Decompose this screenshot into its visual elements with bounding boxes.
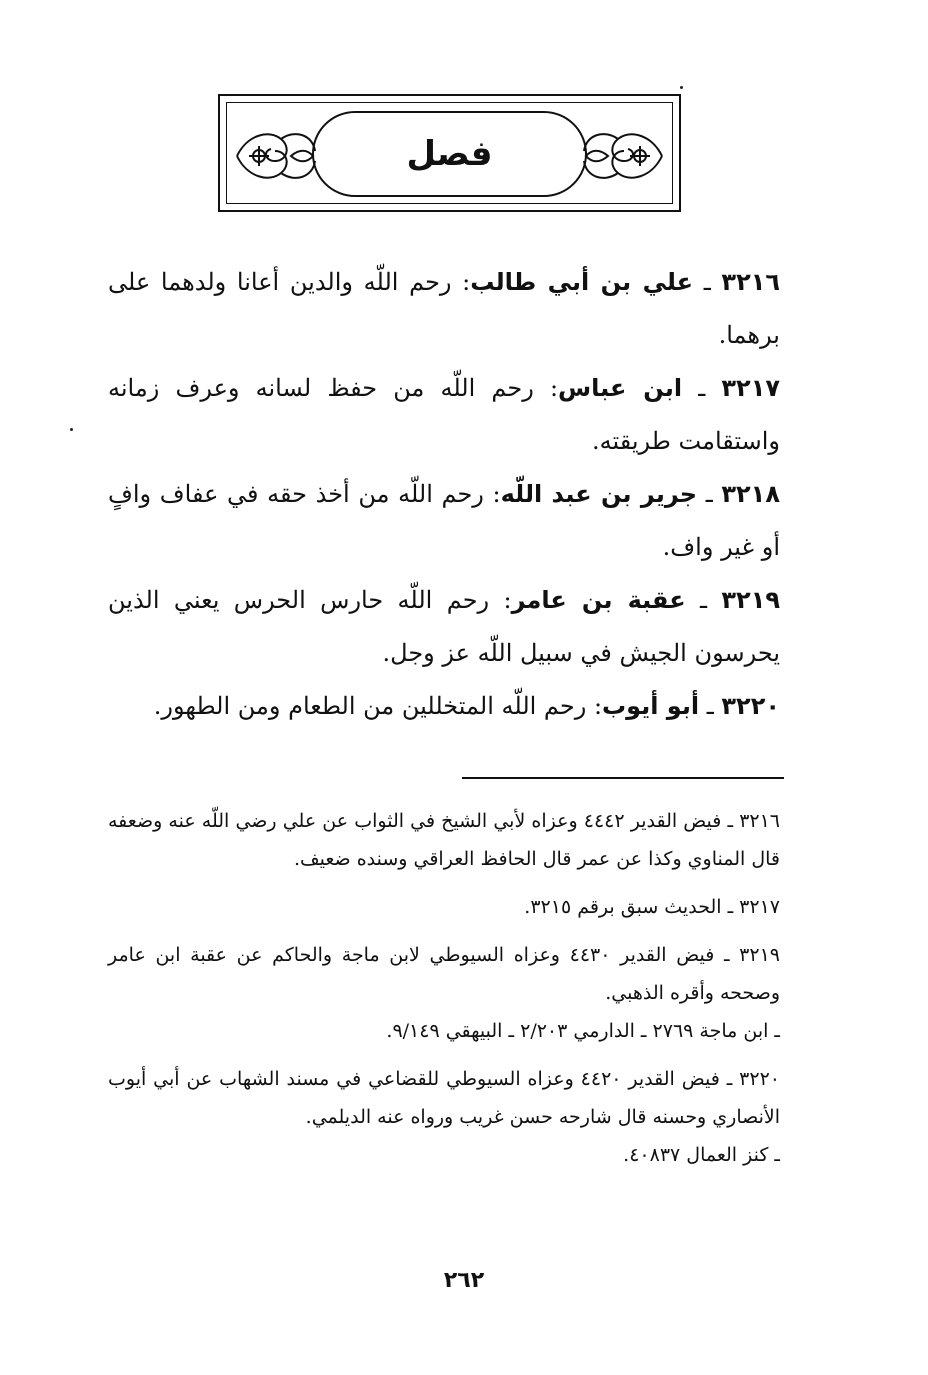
entry-3218: ٣٢١٨ ـ جرير بن عبد اللّه: رحم اللّه من أخذ حقه في عفاف وافٍ أو غير واف. xyxy=(108,480,780,561)
footnote-3217: ٣٢١٧ ـ الحديث سبق برقم ٣٢١٥. xyxy=(524,896,780,918)
entry-3219: ٣٢١٩ ـ عقبة بن عامر: رحم اللّه حارس الحرس يعني الذين يحرسون الجيش في سبيل اللّه عز وجل. xyxy=(108,586,780,667)
entry-text: : رحم اللّه والدين أعانا ولدهما على برهما. xyxy=(108,268,780,349)
entry-number: ٣٢١٨ xyxy=(721,480,780,508)
section-title: فصل xyxy=(406,134,493,174)
entry-3217: ٣٢١٧ ـ ابن عباس: رحم اللّه من حفظ لسانه وعرف زمانه واستقامت طريقته. xyxy=(108,374,780,455)
title-cartouche xyxy=(312,111,587,197)
entry-number: ٣٢١٦ xyxy=(721,268,781,296)
footnote-3219-refs: ـ ابن ماجة ٢٧٦٩ ـ الدارمي ٢/٢٠٣ ـ البيهقي ٩/١٤٩. xyxy=(386,1020,780,1042)
entry-narrator: أبو أيوب xyxy=(602,692,700,720)
footnote-3219: ٣٢١٩ ـ فيض القدير ٤٤٣٠ وعزاه السيوطي لابن ماجة والحاكم عن عقبة ابن عامر وصححه وأقره الذهبي. xyxy=(108,944,780,1004)
entry-text: : رحم اللّه من حفظ لسانه وعرف زمانه واستقامت طريقته. xyxy=(108,374,780,455)
footnote-3220-refs: ـ كنز العمال ٤٠٨٣٧. xyxy=(623,1144,780,1166)
page-number: ٢٦٢ xyxy=(443,1268,485,1293)
entry-number: ٣٢١٩ xyxy=(721,586,780,614)
entry-narrator: جرير بن عبد اللّه xyxy=(500,480,698,508)
arabesque-ornament-right-icon xyxy=(578,115,670,197)
entry-text: : رحم اللّه المتخللين من الطعام ومن الطهور. xyxy=(153,692,603,720)
footnote-3220: ٣٢٢٠ ـ فيض القدير ٤٤٢٠ وعزاه السيوطي للقضاعي في مسند الشهاب عن أبي أيوب الأنصاري وحسنه قال شارحه حسن غريب ورواه عنه الديلمي. xyxy=(108,1068,780,1128)
entry-narrator: ابن عباس xyxy=(558,374,683,402)
footnote-3216: ٣٢١٦ ـ فيض القدير ٤٤٤٢ وعزاه لأبي الشيخ في الثواب عن علي رضي اللّه عنه وضعفه قال المناوي وكذا عن عمر قال الحافظ العراقي وسنده ضعيف. xyxy=(108,810,781,870)
print-speck xyxy=(680,86,683,89)
entry-text: : رحم اللّه حارس الحرس يعني الذين يحرسون الجيش في سبيل اللّه عز وجل. xyxy=(108,586,780,667)
entry-3220: ٣٢٢٠ ـ أبو أيوب: رحم اللّه المتخللين من الطعام ومن الطهور. xyxy=(153,692,780,720)
entry-3216: ٣٢١٦ ـ علي بن أبي طالب: رحم اللّه والدين أعانا ولدهما على برهما. xyxy=(108,268,781,349)
arabesque-ornament-left-icon xyxy=(229,115,321,197)
entry-narrator: عقبة بن عامر xyxy=(511,586,686,614)
footnote-separator xyxy=(462,777,784,779)
section-header-frame xyxy=(218,94,681,212)
footnotes xyxy=(108,802,780,1174)
header-inner-border xyxy=(226,102,673,204)
print-speck xyxy=(70,428,73,431)
hadith-entries xyxy=(108,256,780,733)
entry-text: : رحم اللّه من أخذ حقه في عفاف وافٍ أو غير واف. xyxy=(108,480,780,561)
entry-number: ٣٢١٧ xyxy=(721,374,780,402)
entry-narrator: علي بن أبي طالب xyxy=(470,268,694,296)
entry-number: ٣٢٢٠ xyxy=(721,692,780,720)
